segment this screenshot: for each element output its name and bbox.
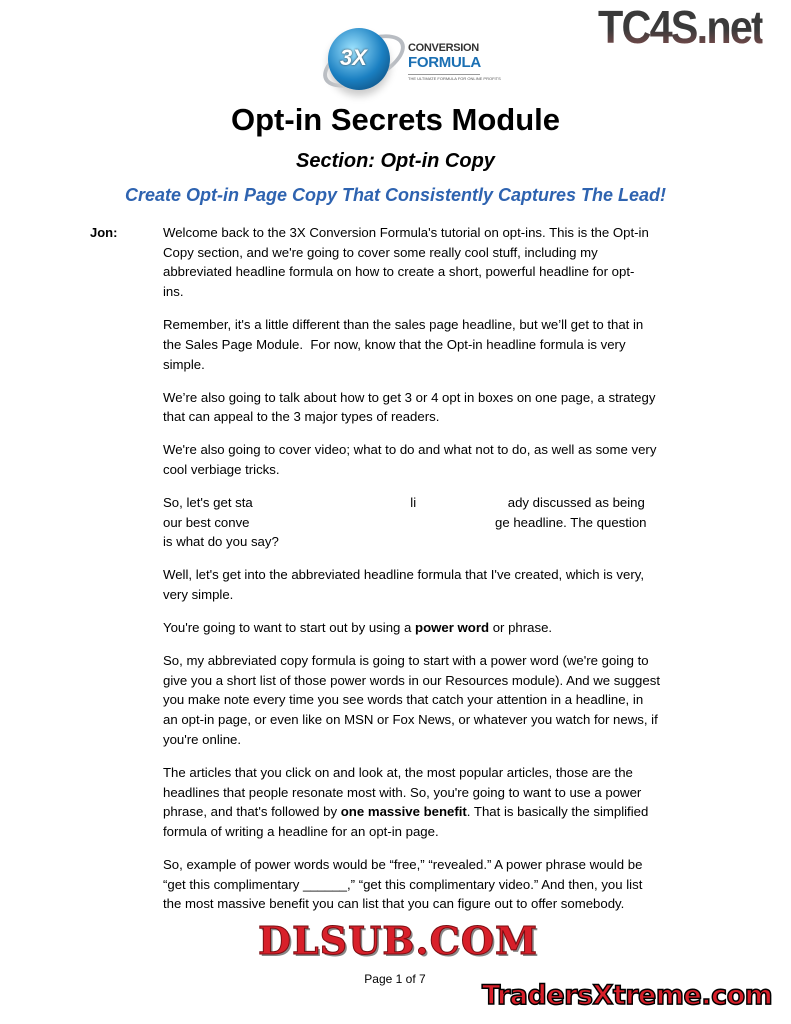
page-title: Opt-in Secrets Module xyxy=(231,102,560,137)
text-line: Copy section, and we're going to cover some really cool stuff, including my xyxy=(163,244,598,260)
text-line: “get this complimentary ______,” “get this complimentary video.” And then, you list xyxy=(163,876,643,892)
logo-tagline: THE ULTIMATE FORMULA FOR ONLINE PROFITS xyxy=(408,76,501,81)
text-line: Welcome back to the 3X Conversion Formula's tutorial on opt-ins. This is the Opt-in xyxy=(163,225,649,240)
text-line: you're online. xyxy=(163,731,242,747)
bold-text: power word xyxy=(415,620,490,636)
text-line: We’re also going to talk about how to get 3 or 4 opt in boxes on one page, a strategy xyxy=(163,389,656,405)
text-line: So, my abbreviated copy formula is going to start with a power word (we're going to xyxy=(163,653,649,669)
paragraph xyxy=(163,493,723,552)
text-line: Well, let's get into the abbreviated headline formula that I've created, which is very, xyxy=(163,567,645,583)
text-line: very simple. xyxy=(163,587,234,603)
text-line: headlines that people resonate most with. So, you're going to want to use a power xyxy=(163,784,642,800)
text-line xyxy=(163,802,723,822)
paragraph xyxy=(163,388,723,427)
paragraph xyxy=(163,565,723,604)
text-line: the most massive benefit you can list that you can figure out to offer somebody. xyxy=(163,896,625,912)
paragraph xyxy=(163,440,723,479)
watermark-tradersxtreme: TradersXtreme.com xyxy=(482,980,773,1011)
bold-text: one massive benefit xyxy=(340,804,467,820)
page-number: Page 1 of 7 xyxy=(364,972,426,986)
text-line: The articles that you click on and look at, the most popular articles, those are the xyxy=(163,764,633,780)
text-segment: or phrase. xyxy=(489,620,553,636)
conversion-formula-logo xyxy=(322,14,501,100)
text-line: ins. xyxy=(163,284,184,300)
text-line: So, example of power words would be “free,” “revealed.” A power phrase would be xyxy=(163,856,643,872)
paragraph xyxy=(163,855,723,914)
logo-mark: 3X xyxy=(340,45,367,70)
paragraph xyxy=(163,763,723,842)
text-line: simple. xyxy=(163,356,205,372)
text-line: So, let's get sta li ady discussed as being xyxy=(163,494,645,510)
text-line: is what do you say? xyxy=(163,534,279,550)
text-line: formula of writing a headline for an opt-in page. xyxy=(163,823,439,839)
paragraph xyxy=(163,315,723,374)
text-segment: . That is basically the simplified xyxy=(466,804,649,820)
text-line: Remember, it's a little different than the sales page headline, but we’ll get to that in xyxy=(163,317,644,333)
text-line: you make note every time you see words that catch your attention in a headline, in xyxy=(163,692,644,708)
paragraph xyxy=(163,651,723,750)
text-line: the Sales Page Module. For now, know that the Opt-in headline formula is very xyxy=(163,336,626,352)
speaker-label: Jon: xyxy=(90,225,118,240)
section-heading: Section: Opt-in Copy xyxy=(296,150,495,172)
text-line: abbreviated headline formula on how to create a short, powerful headline for opt- xyxy=(163,264,635,280)
text-line: an opt-in page, or even like on MSN or Fox News, or whatever you watch for news, if xyxy=(163,712,658,728)
text-line: cool verbiage tricks. xyxy=(163,461,280,477)
text-line xyxy=(163,618,723,638)
text-segment: phrase, and that's followed by xyxy=(163,804,341,820)
watermark-dlsub: DLSUB.COM xyxy=(258,918,539,963)
watermark-tc4s: TC4S.net xyxy=(598,1,764,53)
text-line: give you a short list of those power words in our Resources module). And we suggest xyxy=(163,672,660,688)
text-line: that can appeal to the 3 major types of readers. xyxy=(163,409,440,425)
transcript-body xyxy=(163,223,723,927)
text-line: We're also going to cover video; what to do and what not to do, as well as some very xyxy=(163,442,657,458)
paragraph xyxy=(163,223,723,302)
logo-line1: CONVERSION xyxy=(408,42,479,54)
subtitle: Create Opt-in Page Copy That Consistently Captures The Lead! xyxy=(124,185,667,205)
text-segment: You're going to want to start out by using a xyxy=(163,620,416,636)
text-line: our best conve ge headline. The question xyxy=(163,514,647,530)
logo-line2: FORMULA xyxy=(408,54,481,71)
paragraph xyxy=(163,618,723,638)
